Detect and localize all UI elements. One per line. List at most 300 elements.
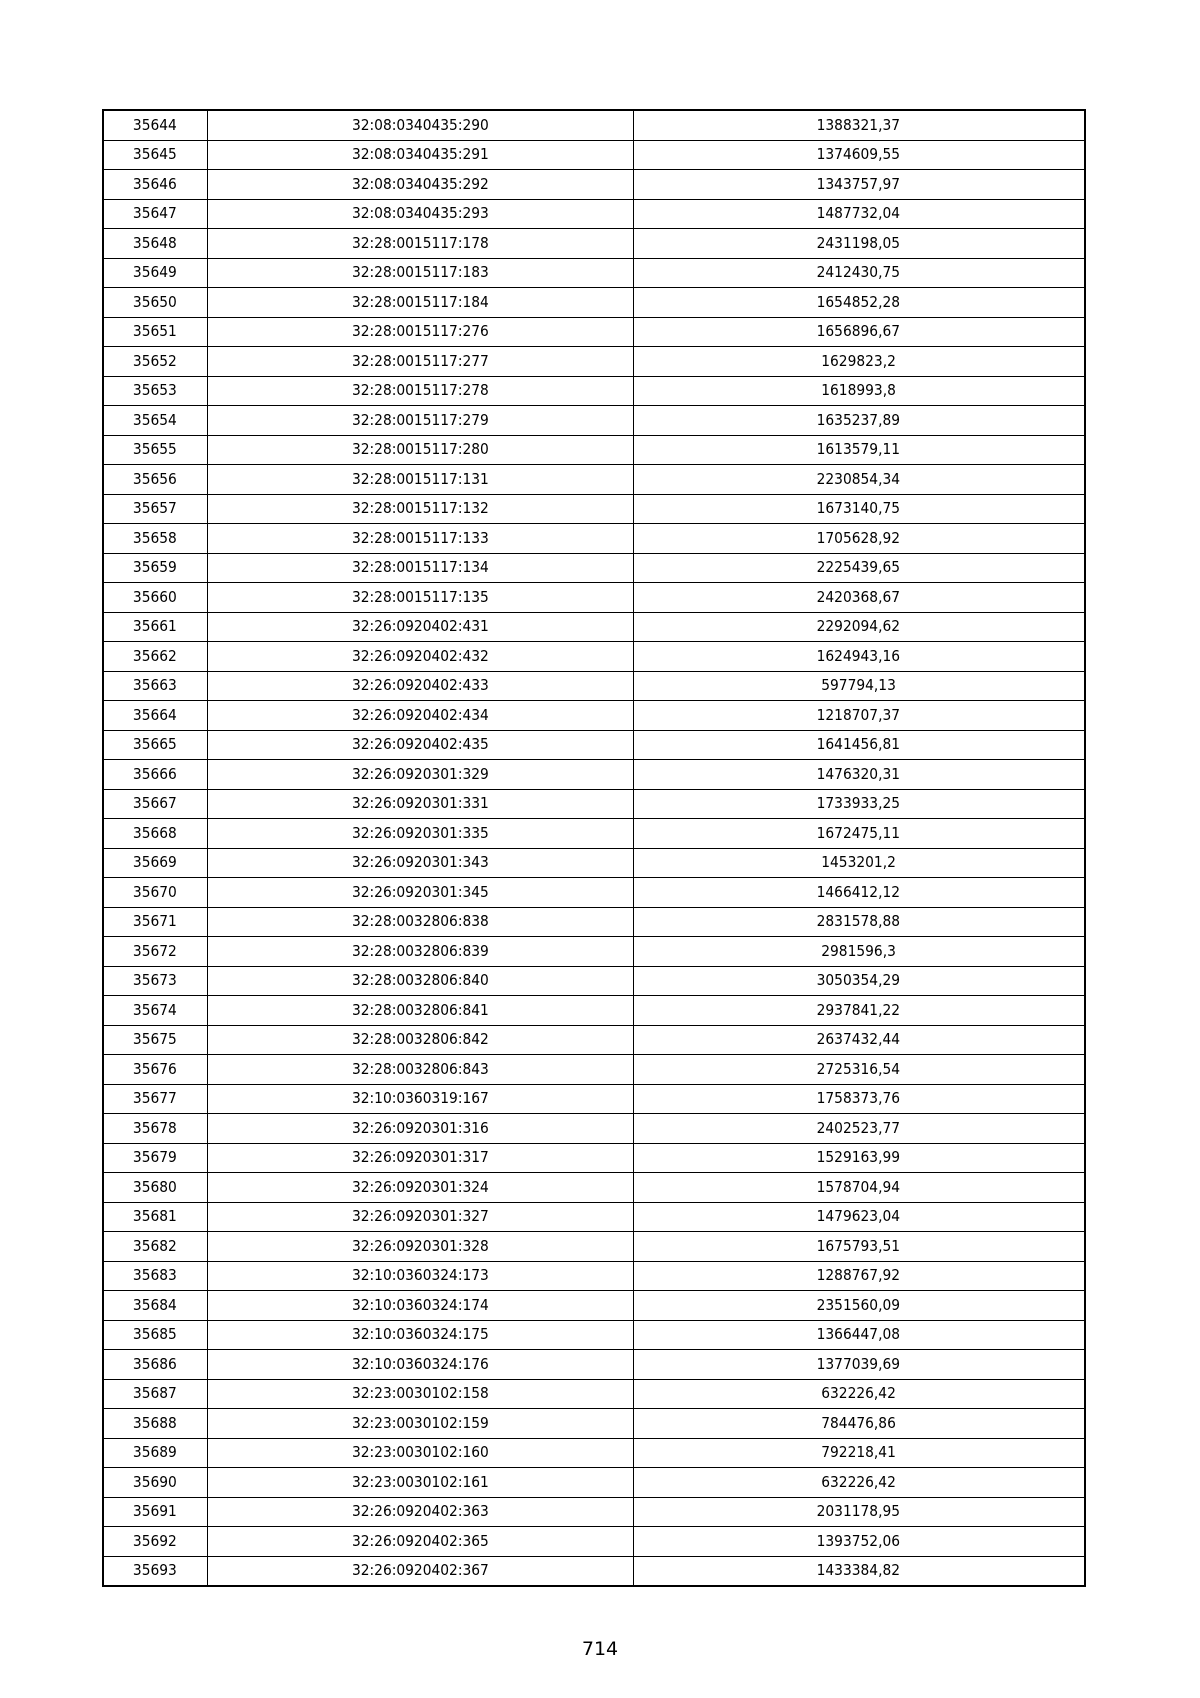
cell-text: 1618993,8: [821, 381, 897, 400]
cadastral-value-cell: [633, 1173, 1085, 1203]
cell-text: 35689: [133, 1443, 178, 1462]
cell-text: 2230854,34: [817, 469, 901, 488]
row-number-cell: [103, 347, 207, 377]
cell-text: 32:10:0360319:167: [351, 1089, 489, 1108]
cadastral-number-cell: [207, 1173, 633, 1203]
cadastral-value-cell: [633, 258, 1085, 288]
cell-text: 2831578,88: [817, 912, 901, 931]
cell-text: 1641456,81: [817, 735, 901, 754]
cadastral-value-cell: [633, 1468, 1085, 1498]
row-number-cell: [103, 1350, 207, 1380]
row-number-cell: [103, 1232, 207, 1262]
table-row: [103, 789, 1085, 819]
cell-text: 1453201,2: [821, 853, 897, 872]
cell-text: 35650: [133, 292, 178, 311]
cell-text: 1672475,11: [817, 823, 901, 842]
cadastral-value-cell: [633, 140, 1085, 170]
cell-text: 35693: [133, 1561, 178, 1580]
row-number-cell: [103, 1497, 207, 1527]
table-row: [103, 376, 1085, 406]
cadastral-number-cell: [207, 612, 633, 642]
row-number-cell: [103, 848, 207, 878]
cell-text: 32:26:0920301:327: [351, 1207, 489, 1226]
cadastral-value-cell: [633, 1527, 1085, 1557]
cadastral-value-cell: [633, 110, 1085, 140]
table-row: [103, 1143, 1085, 1173]
cell-text: 35658: [133, 528, 178, 547]
cadastral-value-cell: [633, 701, 1085, 731]
row-number-cell: [103, 406, 207, 436]
cell-text: 1388321,37: [817, 115, 901, 134]
cell-text: 1366447,08: [817, 1325, 901, 1344]
cadastral-number-cell: [207, 789, 633, 819]
row-number-cell: [103, 907, 207, 937]
cell-text: 597794,13: [821, 676, 897, 695]
table-row: [103, 730, 1085, 760]
cell-text: 35660: [133, 587, 178, 606]
row-number-cell: [103, 1556, 207, 1586]
row-number-cell: [103, 465, 207, 495]
cadastral-value-cell: [633, 1114, 1085, 1144]
cell-text: 35675: [133, 1030, 178, 1049]
cell-text: 35649: [133, 263, 178, 282]
table-row: [103, 996, 1085, 1026]
cell-text: 32:26:0920301:345: [351, 882, 489, 901]
cadastral-value-cell: [633, 1556, 1085, 1586]
cell-text: 2725316,54: [817, 1059, 901, 1078]
cell-text: 35677: [133, 1089, 178, 1108]
cell-text: 32:26:0920402:433: [351, 676, 489, 695]
row-number-cell: [103, 966, 207, 996]
cadastral-value-cell: [633, 642, 1085, 672]
table-row: [103, 1114, 1085, 1144]
cell-text: 32:28:0032806:839: [351, 941, 489, 960]
cell-text: 35673: [133, 971, 178, 990]
cell-text: 1635237,89: [817, 410, 901, 429]
cell-text: 32:28:0032806:838: [351, 912, 489, 931]
table-row: [103, 553, 1085, 583]
cell-text: 35679: [133, 1148, 178, 1167]
cadastral-number-cell: [207, 317, 633, 347]
cadastral-value-cell: [633, 553, 1085, 583]
table-body: [103, 110, 1085, 1586]
table-row: [103, 110, 1085, 140]
cell-text: 32:28:0015117:184: [351, 292, 489, 311]
cell-text: 2981596,3: [821, 941, 897, 960]
cell-text: 35665: [133, 735, 178, 754]
cell-text: 1433384,82: [817, 1561, 901, 1580]
cadastral-number-cell: [207, 1350, 633, 1380]
cadastral-value-cell: [633, 1409, 1085, 1439]
cell-text: 35651: [133, 322, 178, 341]
cell-text: 1654852,28: [817, 292, 901, 311]
cell-text: 35666: [133, 764, 178, 783]
row-number-cell: [103, 819, 207, 849]
cadastral-number-cell: [207, 760, 633, 790]
cell-text: 32:26:0920402:365: [351, 1531, 489, 1550]
cadastral-number-cell: [207, 937, 633, 967]
cell-text: 1343757,97: [817, 174, 901, 193]
cell-text: 792218,41: [821, 1443, 897, 1462]
table-row: [103, 1379, 1085, 1409]
cadastral-number-cell: [207, 1379, 633, 1409]
cell-text: 35652: [133, 351, 178, 370]
cell-text: 1758373,76: [817, 1089, 901, 1108]
table-row: [103, 848, 1085, 878]
cell-text: 1288767,92: [817, 1266, 901, 1285]
cadastral-number-cell: [207, 642, 633, 672]
cadastral-value-cell: [633, 524, 1085, 554]
cadastral-number-cell: [207, 347, 633, 377]
cadastral-value-cell: [633, 1497, 1085, 1527]
table-row: [103, 1320, 1085, 1350]
cadastral-value-cell: [633, 376, 1085, 406]
cadastral-value-cell: [633, 288, 1085, 318]
row-number-cell: [103, 229, 207, 259]
table-row: [103, 1055, 1085, 1085]
row-number-cell: [103, 583, 207, 613]
cell-text: 35646: [133, 174, 178, 193]
cell-text: 2402523,77: [817, 1118, 901, 1137]
cadastral-value-cell: [633, 347, 1085, 377]
row-number-cell: [103, 671, 207, 701]
cell-text: 32:26:0920301:317: [351, 1148, 489, 1167]
cell-text: 1487732,04: [817, 204, 901, 223]
cadastral-value-cell: [633, 937, 1085, 967]
row-number-cell: [103, 170, 207, 200]
cell-text: 35669: [133, 853, 178, 872]
cadastral-value-cell: [633, 1025, 1085, 1055]
row-number-cell: [103, 1468, 207, 1498]
cell-text: 35678: [133, 1118, 178, 1137]
cell-text: 2937841,22: [817, 1000, 901, 1019]
cadastral-value-cell: [633, 170, 1085, 200]
cadastral-number-cell: [207, 170, 633, 200]
row-number-cell: [103, 317, 207, 347]
row-number-cell: [103, 642, 207, 672]
table-row: [103, 1202, 1085, 1232]
cadastral-value-cell: [633, 996, 1085, 1026]
cadastral-number-cell: [207, 1291, 633, 1321]
cell-text: 1656896,67: [817, 322, 901, 341]
cadastral-value-cell: [633, 1261, 1085, 1291]
table-row: [103, 1556, 1085, 1586]
cell-text: 35676: [133, 1059, 178, 1078]
cell-text: 32:26:0920301:335: [351, 823, 489, 842]
cell-text: 32:28:0015117:135: [351, 587, 489, 606]
row-number-cell: [103, 1320, 207, 1350]
cell-text: 32:28:0032806:843: [351, 1059, 489, 1078]
cell-text: 1613579,11: [817, 440, 901, 459]
row-number-cell: [103, 110, 207, 140]
table-row: [103, 1527, 1085, 1557]
cell-text: 32:28:0015117:178: [351, 233, 489, 252]
cell-text: 32:10:0360324:174: [351, 1295, 489, 1314]
cell-text: 2031178,95: [817, 1502, 901, 1521]
cadastral-value-cell: [633, 199, 1085, 229]
cell-text: 1374609,55: [817, 145, 901, 164]
cadastral-number-cell: [207, 110, 633, 140]
table-row: [103, 1291, 1085, 1321]
cadastral-value-cell: [633, 612, 1085, 642]
cadastral-number-cell: [207, 1438, 633, 1468]
cell-text: 1479623,04: [817, 1207, 901, 1226]
cell-text: 632226,42: [821, 1384, 897, 1403]
table-row: [103, 1438, 1085, 1468]
row-number-cell: [103, 1173, 207, 1203]
cadastral-value-cell: [633, 1202, 1085, 1232]
cell-text: 1476320,31: [817, 764, 901, 783]
cell-text: 32:28:0015117:279: [351, 410, 489, 429]
cell-text: 32:28:0032806:840: [351, 971, 489, 990]
cell-text: 32:10:0360324:173: [351, 1266, 489, 1285]
cell-text: 32:08:0340435:290: [351, 115, 489, 134]
cadastral-value-cell: [633, 1379, 1085, 1409]
cell-text: 32:26:0920301:331: [351, 794, 489, 813]
cell-text: 35692: [133, 1531, 178, 1550]
cadastral-number-cell: [207, 406, 633, 436]
cell-text: 32:26:0920301:343: [351, 853, 489, 872]
cell-text: 32:28:0015117:278: [351, 381, 489, 400]
cadastral-number-cell: [207, 1468, 633, 1498]
row-number-cell: [103, 760, 207, 790]
cadastral-value-cell: [633, 1232, 1085, 1262]
cadastral-number-cell: [207, 1232, 633, 1262]
cell-text: 32:26:0920301:324: [351, 1177, 489, 1196]
row-number-cell: [103, 494, 207, 524]
cell-text: 1629823,2: [821, 351, 897, 370]
cadastral-value-cell: [633, 494, 1085, 524]
cadastral-value-cell: [633, 1084, 1085, 1114]
cell-text: 32:26:0920402:431: [351, 617, 489, 636]
cell-text: 32:28:0032806:842: [351, 1030, 489, 1049]
cell-text: 2351560,09: [817, 1295, 901, 1314]
cell-text: 1673140,75: [817, 499, 901, 518]
cadastral-number-cell: [207, 1527, 633, 1557]
cell-text: 35663: [133, 676, 178, 695]
cell-text: 35691: [133, 1502, 178, 1521]
table-row: [103, 524, 1085, 554]
cadastral-number-cell: [207, 140, 633, 170]
cadastral-value-cell: [633, 1055, 1085, 1085]
cell-text: 32:28:0015117:132: [351, 499, 489, 518]
cadastral-number-cell: [207, 848, 633, 878]
cadastral-number-cell: [207, 1261, 633, 1291]
cell-text: 35685: [133, 1325, 178, 1344]
table-row: [103, 701, 1085, 731]
table-row: [103, 258, 1085, 288]
table-row: [103, 317, 1085, 347]
table-row: [103, 907, 1085, 937]
cell-text: 32:28:0015117:183: [351, 263, 489, 282]
cell-text: 35682: [133, 1236, 178, 1255]
cell-text: 32:23:0030102:160: [351, 1443, 489, 1462]
cell-text: 35684: [133, 1295, 178, 1314]
cell-text: 32:26:0920301:328: [351, 1236, 489, 1255]
row-number-cell: [103, 730, 207, 760]
cell-text: 35644: [133, 115, 178, 134]
cell-text: 1705628,92: [817, 528, 901, 547]
row-number-cell: [103, 789, 207, 819]
row-number-cell: [103, 140, 207, 170]
cell-text: 32:08:0340435:291: [351, 145, 489, 164]
table-row: [103, 1350, 1085, 1380]
cell-text: 32:10:0360324:176: [351, 1354, 489, 1373]
cell-text: 32:23:0030102:161: [351, 1472, 489, 1491]
row-number-cell: [103, 1291, 207, 1321]
table-row: [103, 288, 1085, 318]
cell-text: 2637432,44: [817, 1030, 901, 1049]
cadastral-value-table: [102, 109, 1086, 1587]
cell-text: 35668: [133, 823, 178, 842]
table-row: [103, 494, 1085, 524]
cadastral-value-cell: [633, 819, 1085, 849]
table-row: [103, 760, 1085, 790]
table-row: [103, 1173, 1085, 1203]
table-row: [103, 671, 1085, 701]
cadastral-number-cell: [207, 583, 633, 613]
cell-text: 2420368,67: [817, 587, 901, 606]
cell-text: 35657: [133, 499, 178, 518]
row-number-cell: [103, 435, 207, 465]
table-row: [103, 583, 1085, 613]
cell-text: 32:26:0920301:329: [351, 764, 489, 783]
cell-text: 35653: [133, 381, 178, 400]
cadastral-number-cell: [207, 701, 633, 731]
cadastral-number-cell: [207, 376, 633, 406]
cadastral-value-cell: [633, 317, 1085, 347]
cadastral-value-cell: [633, 1143, 1085, 1173]
cadastral-value-cell: [633, 229, 1085, 259]
table-row: [103, 199, 1085, 229]
cadastral-number-cell: [207, 907, 633, 937]
cadastral-number-cell: [207, 1202, 633, 1232]
row-number-cell: [103, 701, 207, 731]
cadastral-number-cell: [207, 1320, 633, 1350]
cell-text: 35683: [133, 1266, 178, 1285]
cadastral-number-cell: [207, 730, 633, 760]
row-number-cell: [103, 878, 207, 908]
table-row: [103, 1497, 1085, 1527]
table-row: [103, 1409, 1085, 1439]
table-row: [103, 347, 1085, 377]
cell-text: 2225439,65: [817, 558, 901, 577]
cadastral-number-cell: [207, 494, 633, 524]
cell-text: 32:28:0015117:280: [351, 440, 489, 459]
cell-text: 32:28:0015117:134: [351, 558, 489, 577]
table-row: [103, 937, 1085, 967]
row-number-cell: [103, 1055, 207, 1085]
cell-text: 1393752,06: [817, 1531, 901, 1550]
cadastral-number-cell: [207, 435, 633, 465]
cell-text: 35645: [133, 145, 178, 164]
table-row: [103, 878, 1085, 908]
cadastral-number-cell: [207, 1143, 633, 1173]
cell-text: 32:26:0920402:367: [351, 1561, 489, 1580]
cadastral-number-cell: [207, 229, 633, 259]
row-number-cell: [103, 1025, 207, 1055]
cell-text: 1578704,94: [817, 1177, 901, 1196]
row-number-cell: [103, 1202, 207, 1232]
cell-text: 35655: [133, 440, 178, 459]
cell-text: 3050354,29: [817, 971, 901, 990]
row-number-cell: [103, 1438, 207, 1468]
cell-text: 35647: [133, 204, 178, 223]
table-row: [103, 1468, 1085, 1498]
table-row: [103, 406, 1085, 436]
cadastral-value-cell: [633, 1291, 1085, 1321]
row-number-cell: [103, 1409, 207, 1439]
cell-text: 32:10:0360324:175: [351, 1325, 489, 1344]
cadastral-value-cell: [633, 583, 1085, 613]
table-row: [103, 819, 1085, 849]
table-row: [103, 966, 1085, 996]
table-row: [103, 1232, 1085, 1262]
page-number: 714: [581, 1638, 619, 1660]
cadastral-value-cell: [633, 1320, 1085, 1350]
cadastral-value-cell: [633, 465, 1085, 495]
cell-text: 35656: [133, 469, 178, 488]
row-number-cell: [103, 1084, 207, 1114]
cadastral-value-cell: [633, 406, 1085, 436]
cell-text: 35661: [133, 617, 178, 636]
row-number-cell: [103, 1143, 207, 1173]
cadastral-value-cell: [633, 878, 1085, 908]
cadastral-number-cell: [207, 996, 633, 1026]
table-row: [103, 1084, 1085, 1114]
cadastral-number-cell: [207, 966, 633, 996]
cadastral-value-cell: [633, 848, 1085, 878]
row-number-cell: [103, 258, 207, 288]
cadastral-value-cell: [633, 1438, 1085, 1468]
cell-text: 35686: [133, 1354, 178, 1373]
cell-text: 32:26:0920402:434: [351, 705, 489, 724]
cell-text: 1733933,25: [817, 794, 901, 813]
cadastral-number-cell: [207, 288, 633, 318]
table-row: [103, 465, 1085, 495]
cell-text: 35681: [133, 1207, 178, 1226]
cell-text: 1377039,69: [817, 1354, 901, 1373]
cell-text: 32:28:0015117:133: [351, 528, 489, 547]
cadastral-number-cell: [207, 671, 633, 701]
cadastral-value-cell: [633, 966, 1085, 996]
cadastral-number-cell: [207, 819, 633, 849]
cadastral-number-cell: [207, 465, 633, 495]
cadastral-number-cell: [207, 1409, 633, 1439]
cadastral-value-cell: [633, 671, 1085, 701]
cell-text: 32:08:0340435:293: [351, 204, 489, 223]
cell-text: 632226,42: [821, 1472, 897, 1491]
row-number-cell: [103, 612, 207, 642]
cadastral-number-cell: [207, 1025, 633, 1055]
cadastral-number-cell: [207, 1556, 633, 1586]
row-number-cell: [103, 1261, 207, 1291]
cadastral-number-cell: [207, 524, 633, 554]
cadastral-value-cell: [633, 435, 1085, 465]
cell-text: 32:28:0015117:277: [351, 351, 489, 370]
cell-text: 1466412,12: [817, 882, 901, 901]
cell-text: 32:26:0920402:432: [351, 646, 489, 665]
cell-text: 32:28:0015117:131: [351, 469, 489, 488]
row-number-cell: [103, 288, 207, 318]
cell-text: 35671: [133, 912, 178, 931]
row-number-cell: [103, 996, 207, 1026]
cell-text: 35667: [133, 794, 178, 813]
cell-text: 1529163,99: [817, 1148, 901, 1167]
cell-text: 35672: [133, 941, 178, 960]
cell-text: 784476,86: [821, 1413, 897, 1432]
cell-text: 32:28:0032806:841: [351, 1000, 489, 1019]
